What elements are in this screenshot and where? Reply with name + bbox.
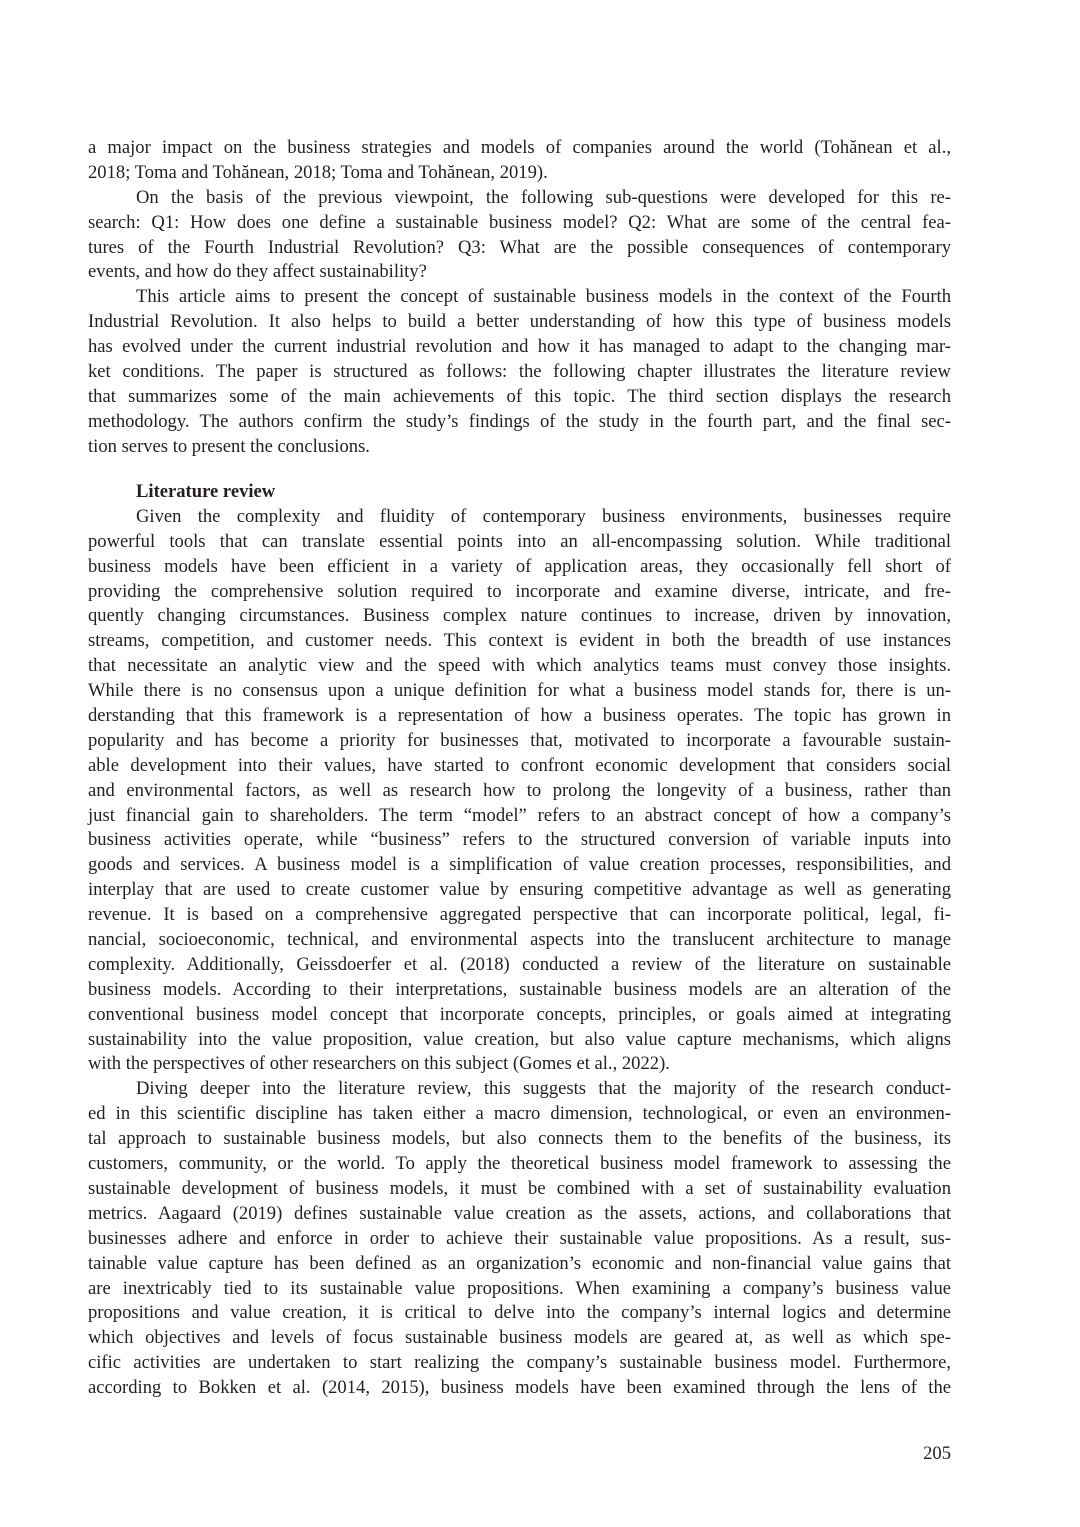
text-line: complexity. Additionally, Geissdoerfer et al. (2018) conducted a review of the literature on sustainable	[88, 953, 951, 975]
text-line: according to Bokken et al. (2014, 2015), business models have been examined through the lens of the	[88, 1377, 951, 1399]
text-line: 2018; Toma and Tohănean, 2018; Toma and Tohănean, 2019).	[88, 161, 548, 183]
text-line: This article aims to present the concept of sustainable business models in the context of the Fourth	[136, 286, 951, 308]
text-line: tures of the Fourth Industrial Revolution? Q3: What are the possible consequences of contemporary	[88, 236, 951, 258]
page-number: 205	[923, 1443, 951, 1464]
section-heading: Literature review	[136, 481, 276, 502]
text-line: ket conditions. The paper is structured as follows: the following chapter illustrates the literature review	[88, 361, 951, 383]
text-line: just financial gain to shareholders. The term “model” refers to an abstract concept of how a company’s	[88, 804, 951, 826]
text-line: with the perspectives of other researchers on this subject (Gomes et al., 2022).	[88, 1053, 670, 1075]
text-line: business models. According to their interpretations, sustainable business models are an alteration of the	[88, 978, 951, 1000]
text-line: search: Q1: How does one define a sustainable business model? Q2: What are some of the central fea-	[88, 211, 951, 233]
text-line: that necessitate an analytic view and the speed with which analytics teams must convey those insights.	[88, 655, 951, 677]
text-line: tion serves to present the conclusions.	[88, 435, 370, 457]
paragraph	[88, 505, 951, 1077]
text-line: derstanding that this framework is a representation of how a business operates. The topic has grown in	[88, 705, 951, 727]
text-line: propositions and value creation, it is critical to delve into the company’s internal logics and determine	[88, 1302, 951, 1324]
text-line: conventional business model concept that incorporate concepts, principles, or goals aimed at integrating	[88, 1003, 951, 1025]
text-line: which objectives and levels of focus sustainable business models are geared at, as well as which spe-	[88, 1327, 951, 1349]
text-line: sustainability into the value proposition, value creation, but also value capture mechanisms, which aligns	[88, 1028, 951, 1050]
text-line: businesses adhere and enforce in order to achieve their sustainable value propositions. As a result, sus-	[88, 1227, 951, 1249]
text-line: interplay that are used to create customer value by ensuring competitive advantage as well as generating	[88, 879, 951, 901]
text-line: providing the comprehensive solution required to incorporate and examine diverse, intricate, and fre-	[88, 580, 951, 602]
text-line: metrics. Aagaard (2019) defines sustainable value creation as the assets, actions, and collaborations that	[88, 1202, 951, 1224]
text-line: customers, community, or the world. To apply the theoretical business model framework to assessing the	[88, 1153, 951, 1175]
paragraph	[88, 1077, 951, 1401]
text-line: events, and how do they affect sustainability?	[88, 261, 427, 283]
text-line: streams, competition, and customer needs. This context is evident in both the breadth of use instances	[88, 630, 951, 652]
text-line: ed in this scientific discipline has taken either a macro dimension, technological, or even an environmen-	[88, 1103, 951, 1125]
text-line: tainable value capture has been defined as an organization’s economic and non-financial value gains that	[88, 1252, 951, 1274]
text-line: methodology. The authors confirm the study’s findings of the study in the fourth part, and the final sec-	[88, 410, 951, 432]
text-line: While there is no consensus upon a unique definition for what a business model stands for, there is un-	[88, 680, 951, 702]
text-line: On the basis of the previous viewpoint, the following sub-questions were developed for this re-	[136, 186, 951, 208]
text-line: tal approach to sustainable business models, but also connects them to the benefits of the business, its	[88, 1128, 951, 1150]
text-line: able development into their values, have started to confront economic development that considers social	[88, 754, 951, 776]
text-line: Industrial Revolution. It also helps to build a better understanding of how this type of business models	[88, 311, 951, 333]
text-line: that summarizes some of the main achievements of this topic. The third section displays the research	[88, 385, 951, 407]
text-line: sustainable development of business models, it must be combined with a set of sustainability evaluation	[88, 1177, 951, 1199]
paragraph	[88, 186, 951, 286]
paragraph	[88, 136, 951, 186]
intro-text	[88, 136, 951, 460]
text-line: are inextricably tied to its sustainable value propositions. When examining a company’s business value	[88, 1277, 951, 1299]
paragraph	[88, 285, 951, 459]
text-line: and environmental factors, as well as research how to prolong the longevity of a business, rather than	[88, 779, 951, 801]
text-line: business models have been efficient in a variety of application areas, they occasionally fell short of	[88, 555, 951, 577]
text-line: popularity and has become a priority for businesses that, motivated to incorporate a favourable sustain-	[88, 729, 951, 751]
text-line: business activities operate, while “business” refers to the structured conversion of variable inputs into	[88, 829, 951, 851]
text-line: cific activities are undertaken to start realizing the company’s sustainable business model. Furthermore,	[88, 1352, 951, 1374]
text-line: nancial, socioeconomic, technical, and environmental aspects into the translucent architecture to manage	[88, 929, 951, 951]
text-line: Diving deeper into the literature review, this suggests that the majority of the research conduct-	[136, 1078, 951, 1100]
text-line: powerful tools that can translate essential points into an all-encompassing solution. While traditional	[88, 530, 951, 552]
text-line: quently changing circumstances. Business complex nature continues to increase, driven by innovation,	[88, 605, 951, 627]
text-line: revenue. It is based on a comprehensive aggregated perspective that can incorporate political, legal, fi-	[88, 904, 951, 926]
literature-review-section	[88, 480, 951, 1401]
text-line: goods and services. A business model is a simplification of value creation processes, responsibilities, and	[88, 854, 951, 876]
text-line: a major impact on the business strategies and models of companies around the world (Tohănean et al.,	[88, 137, 951, 158]
text-line: Given the complexity and fluidity of contemporary business environments, businesses require	[136, 505, 951, 527]
text-line: has evolved under the current industrial revolution and how it has managed to adapt to the changing mar-	[88, 336, 951, 358]
